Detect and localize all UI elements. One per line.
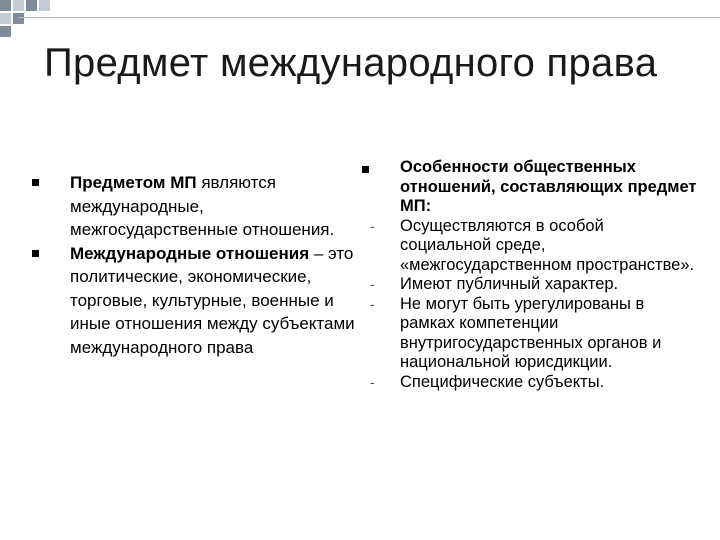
term-definition: являются международные, межгосударственные отношения. (70, 173, 335, 239)
features-heading: Особенности общественных отношений, составляющих предмет МП: (400, 158, 697, 215)
feature-item-3 (358, 295, 698, 373)
deco-square-7 (0, 26, 11, 37)
left-column (28, 171, 358, 359)
deco-square-3 (0, 13, 11, 24)
deco-square-5 (26, 0, 37, 11)
corner-decoration (0, 0, 60, 40)
term-bold: Предметом МП (70, 173, 197, 192)
feature-item-1 (358, 217, 698, 276)
feature-text: Не могут быть урегулированы в рамках компетенции внутригосударственных органов и национальной юрисдикции. (400, 294, 662, 371)
feature-item-4 (358, 373, 698, 393)
dash-marker: - (370, 217, 375, 234)
deco-square-4 (13, 13, 24, 24)
left-bullet-item-2 (28, 242, 358, 360)
right-column (358, 158, 698, 392)
term-bold: Международные отношения (70, 243, 310, 263)
bullet-square-icon (362, 166, 369, 173)
right-heading-item (358, 158, 698, 217)
header-rule (18, 17, 720, 18)
feature-text: Специфические субъекты. (400, 372, 605, 391)
dash-marker: - (370, 276, 375, 292)
feature-item-2 (358, 275, 698, 295)
feature-text: Осуществляются в особой социальной среде, «межгосударственном пространстве». (400, 216, 695, 274)
bullet-square-icon (32, 250, 39, 257)
deco-square-2 (13, 0, 24, 11)
feature-text: Имеют публичный характер. (400, 275, 619, 293)
slide-title: Предмет международного права (44, 41, 658, 85)
term-definition: – это политические, экономические, торговые, культурные, военные и иные отношения между субъектами международного права (70, 243, 355, 357)
bullet-square-icon (32, 179, 39, 186)
left-bullet-item-1 (28, 171, 358, 242)
dash-marker: - (370, 295, 375, 312)
deco-square-6 (39, 0, 50, 11)
dash-marker: - (370, 373, 375, 390)
deco-square-1 (0, 0, 11, 11)
